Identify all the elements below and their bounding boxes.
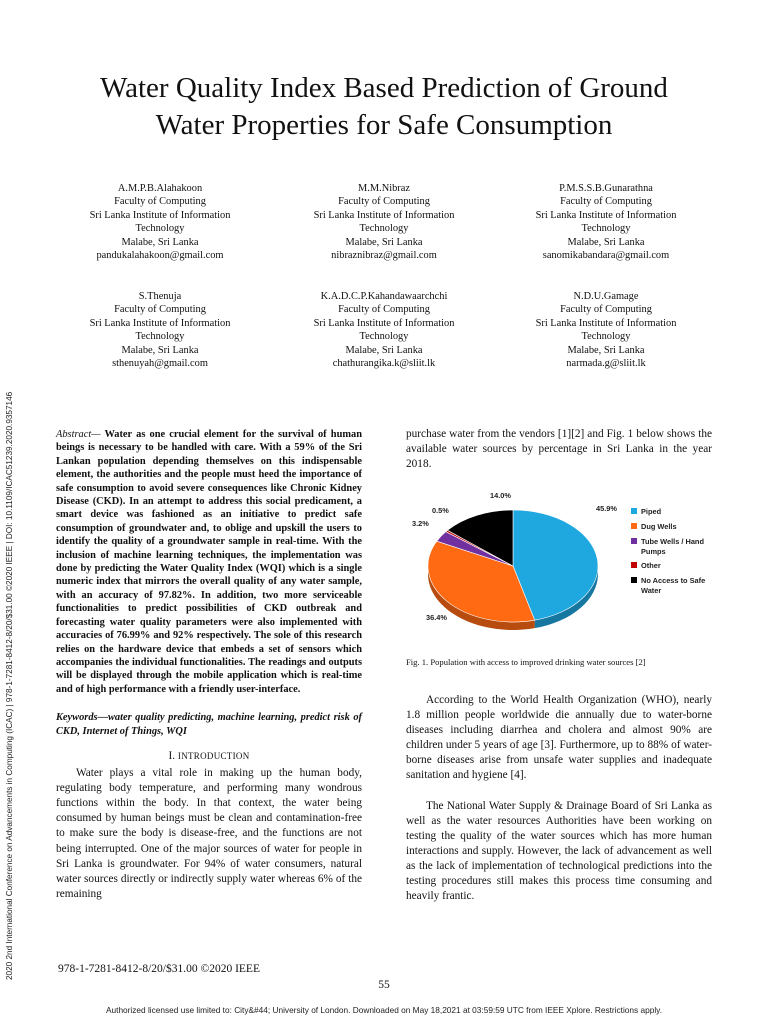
author-city: Malabe, Sri Lanka: [121, 236, 199, 248]
author-inst2: Technology: [135, 331, 185, 343]
pie-label-4: 0.5%: [432, 506, 449, 515]
author-6: [496, 290, 716, 370]
author-faculty: Faculty of Computing: [338, 196, 430, 208]
legend-swatch-4: [631, 562, 637, 568]
legend-swatch-2: [631, 523, 637, 529]
intro-paragraph-1: Water plays a vital role in making up the human body, regulating body temperature, and performing many wondrous functions within the body. In that context, the water being consumed by human beings must be clean and contamination-free to make sure the body is disease-free, and the functions are not being interrupted. One of the major sources of water for people in Sri Lanka is groundwater. For 94% of water consumers, natural water sources directly or indirectly supply water whereas 6% of the remaining: [56, 767, 362, 900]
footer-isbn: 978-1-7281-8412-8/20/$31.00 ©2020 IEEE: [58, 963, 260, 975]
author-city: Malabe, Sri Lanka: [345, 344, 423, 356]
legend-label-5: No Access to Safe: [641, 576, 706, 585]
section-heading: [56, 749, 362, 764]
keywords: Keywords—water quality predicting, machine learning, predict risk of CKD, Internet of Things, WQI: [56, 712, 362, 737]
author-name: A.M.P.B.Alahakoon: [117, 183, 203, 194]
legend-label-2: Dug Wells: [641, 522, 677, 531]
author-5: [274, 290, 494, 370]
legend-label-3: Tube Wells / Hand: [641, 537, 704, 546]
title-line-2: Water Properties for Safe Consumption: [155, 109, 613, 141]
page-number: 55: [378, 979, 390, 991]
author-city: Malabe, Sri Lanka: [567, 236, 645, 248]
legend-swatch-3: [631, 538, 637, 544]
author-city: Malabe, Sri Lanka: [567, 344, 645, 356]
author-4: [50, 290, 270, 370]
legend-label-4: Other: [641, 561, 661, 570]
author-inst2: Technology: [135, 223, 185, 235]
section-number: I.: [168, 749, 176, 762]
author-name: S.Thenuja: [138, 291, 182, 302]
abstract: [56, 428, 362, 696]
author-name: K.A.D.C.P.Kahandawaarchchi: [320, 291, 448, 302]
abstract-lead: Abstract: [56, 429, 92, 440]
author-city: Malabe, Sri Lanka: [121, 344, 199, 356]
figure-caption: Fig. 1. Population with access to improved drinking water sources [2]: [406, 657, 646, 667]
legend-swatch-5: [631, 577, 637, 583]
paper-title: [40, 70, 728, 144]
author-faculty: Faculty of Computing: [114, 304, 206, 316]
author-2: [274, 182, 494, 262]
author-faculty: Faculty of Computing: [114, 196, 206, 208]
doi-sidebar: 2020 2nd International Conference on Advancements in Computing (ICAC) | 978-1-7281-8412-8/20/$31.00 ©2020 IEEE | DOI: 10.1109/ICAC51239.2020.9357146: [5, 391, 14, 980]
legend-swatch-1: [631, 508, 637, 514]
right-column-top: [406, 427, 712, 472]
author-inst1: Sri Lanka Institute of Information: [535, 209, 677, 221]
author-inst1: Sri Lanka Institute of Information: [89, 317, 231, 329]
author-email: sanomikabandara@gmail.com: [542, 250, 670, 262]
author-name: M.M.Nibraz: [358, 183, 410, 194]
abstract-body: Water as one crucial element for the survival of human beings is necessary to be handled with care. With a 59% of the Sri Lankan population depending themselves on this indispensable element, the authorities and the people must heed the importance of safe consumption to avoid severe consequences like Chronic Kidney Disease (CKD). In an attempt to address this social predicament, a smart device was fashioned as an initiative to predict safe consumption of groundwater and, to oblige and upskill the users to identify the quality of a groundwater sample in real-time. With the inclusion of machine learning techniques, the implementation was done by predicting the Water Quality Index (WQI) which is a single numeric index that mirrors the overall quality of any water sample, with an accuracy of 97.82%. In addition, two more serviceable functionalities to predict possibilities of CKD outbreak and forecasting water quality parameters were also implemented with accuracies of 76.99% and 92% respectively. The sole of this research relies on the hardware device that embeds a set of sensors which accompanies the individual functionalities. The readings and outputs will be displayed through the mobile application which is real-time and of high performance with a friendly user-interface.: [56, 429, 362, 695]
author-inst2: Technology: [359, 223, 409, 235]
author-1: [50, 182, 270, 262]
author-faculty: Faculty of Computing: [560, 196, 652, 208]
right-paragraph-2: The National Water Supply & Drainage Board of Sri Lanka as well as the water resources Authorities have been working on testing the quality of the water sources which has more human interactions and supply. However, the lack of advancement as well as the lack of implementation of technological predictions into the testing procedures still makes this process time consuming and heavily frantic.: [406, 799, 712, 903]
author-inst2: Technology: [581, 331, 631, 343]
author-email: chathurangika.k@sliit.lk: [332, 358, 436, 370]
right-column-bottom: [406, 693, 712, 904]
author-faculty: Faculty of Computing: [560, 304, 652, 316]
left-column: [56, 428, 362, 902]
author-inst2: Technology: [581, 223, 631, 235]
section-title: INTRODUCTION: [177, 750, 250, 761]
pie-chart-svg: [406, 484, 736, 634]
abstract-dash: —: [91, 429, 101, 440]
pie-label-1: 45.9%: [596, 504, 617, 513]
author-city: Malabe, Sri Lanka: [345, 236, 423, 248]
author-3: [496, 182, 716, 262]
pie-label-3: 3.2%: [412, 519, 429, 528]
legend-label-5: Water: [641, 586, 662, 595]
author-email: sthenuyah@gmail.com: [112, 358, 208, 370]
author-name: P.M.S.S.B.Gunarathna: [559, 183, 653, 194]
author-inst1: Sri Lanka Institute of Information: [313, 209, 455, 221]
license-notice: Authorized licensed use limited to: City&#44; University of London. Downloaded on May 18,2021 at 03:59:59 UTC from IEEE Xplore. Restrictions apply.: [105, 1005, 663, 1015]
legend-label-1: Piped: [641, 507, 662, 516]
author-name: N.D.U.Gamage: [573, 291, 639, 302]
author-inst1: Sri Lanka Institute of Information: [313, 317, 455, 329]
legend-label-3: Pumps: [641, 547, 666, 556]
pie-label-5: 14.0%: [490, 491, 511, 500]
author-inst1: Sri Lanka Institute of Information: [535, 317, 677, 329]
right-paragraph-1: According to the World Health Organization (WHO), nearly 1.8 million people worldwide die annually due to water-borne diseases including diarrhea and cholera and almost 90% are children under 5 years of age [3]. Furthermore, up to 88% of water-borne diseases arise from unsafe water supplies and inadequate sanitation and hygiene [4].: [406, 694, 712, 782]
title-line-1: Water Quality Index Based Prediction of Ground: [100, 72, 668, 104]
author-email: narmada.g@sliit.lk: [566, 358, 646, 370]
figure-1-chart: [406, 484, 736, 634]
author-email: pandukalahakoon@gmail.com: [96, 250, 224, 262]
pie-label-2: 36.4%: [426, 613, 447, 622]
right-paragraph-0: purchase water from the vendors [1][2] and Fig. 1 below shows the available water sources by percentage in Sri Lanka in the year 2018.: [406, 428, 712, 471]
author-inst1: Sri Lanka Institute of Information: [89, 209, 231, 221]
author-email: nibraznibraz@gmail.com: [331, 250, 437, 262]
author-faculty: Faculty of Computing: [338, 304, 430, 316]
author-inst2: Technology: [359, 331, 409, 343]
